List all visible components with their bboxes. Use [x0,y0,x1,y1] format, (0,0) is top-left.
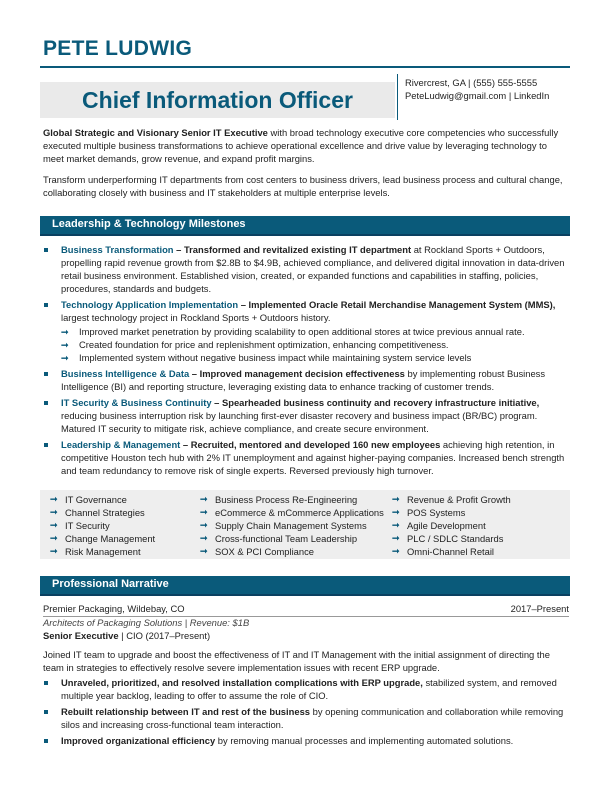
skill-item [195,545,384,558]
skill-item [45,506,155,519]
achievement-bold: Unraveled, prioritized, and resolved installation complications with ERP upgrade, [61,677,423,688]
skills-column-3 [387,493,511,558]
job-title-heading: Chief Information Officer [82,86,353,113]
role-title [43,630,210,643]
skill-text: Supply Chain Management Systems [215,520,367,531]
skill-item [387,493,511,506]
role-title-rest: | CIO (2017–Present) [118,630,211,641]
sub-list-item [61,339,571,352]
list-item [43,244,571,296]
sub-item-text: Improved market penetration by providing scalability to open additional stores at twice previous annual rate. [79,325,525,337]
skill-item [45,545,155,558]
list-item [43,397,571,436]
skills-column-1 [45,493,155,558]
milestone-text: largest technology project in Rockland Sports + Outdoors history. [61,311,331,323]
square-bullet-icon [44,739,48,743]
square-bullet-icon [44,710,48,714]
arrow-right-icon: ➞ [200,520,208,530]
arrow-right-icon: ➞ [50,546,58,556]
square-bullet-icon [44,681,48,685]
sub-list-item [61,352,571,365]
skill-text: Revenue & Profit Growth [407,494,511,505]
arrow-right-icon: ➞ [392,494,400,504]
summary-paragraph-2: Transform underperforming IT departments from cost centers to business drivers, lead business process and cultural change, collaborating closely with business and IT stakeholders at multiple enterprise levels. [43,174,563,198]
employer-description: Architects of Packaging Solutions | Revenue: $1B [43,617,250,628]
skill-text: Agile Development [407,520,486,531]
role-intro: Joined IT team to upgrade and boost the effectiveness of IT and IT Management with the initial assignment of directing the team in strategies to effectively resolve severe implementation issues with recent ERP upgrade. [43,649,550,673]
skills-column-2 [195,493,384,558]
achievement-bold: Improved organizational efficiency [61,734,216,746]
milestone-lead: Leadership & Management [61,438,181,450]
skill-item [195,519,384,532]
skill-item [195,493,384,506]
sub-item-text: Implemented system without negative business impact while maintaining system service levels [79,351,472,363]
contact-block [405,76,549,103]
achievement-bold: Rebuilt relationship between IT and rest of the business [61,705,310,717]
skill-item [387,506,511,519]
header-divider [397,74,398,120]
summary-bold-lead: Global Strategic and Visionary Senior IT Executive [43,127,268,138]
summary-paragraph-1 [43,127,569,166]
arrow-right-icon: ➞ [50,494,58,504]
employer-name: Premier Packaging, Wildebay, CO [43,603,185,614]
milestone-lead: Technology Application Implementation [61,298,239,310]
sub-list-item [61,326,571,339]
arrow-right-icon: ➞ [61,326,69,337]
arrow-right-icon: ➞ [61,339,69,350]
achievement-text: by removing manual processes and implementing automated solutions. [215,734,514,746]
arrow-right-icon: ➞ [200,533,208,543]
milestone-bold: – Implemented Oracle Retail Merchandise Management System (MMS), [238,298,556,310]
arrow-right-icon: ➞ [392,546,400,556]
arrow-right-icon: ➞ [61,352,69,363]
skill-item [387,545,511,558]
list-item [43,299,571,365]
section-heading-milestones: Leadership & Technology Milestones [40,216,570,236]
milestone-bold: – Spearheaded business continuity and recovery infrastructure initiative, [211,396,540,408]
list-item [43,677,571,703]
achievement-text: by opening communication and collaboration while removing silos and increasing cross-functional team interaction. [61,705,564,730]
list-item [43,706,571,732]
achievements-list [43,677,571,751]
skill-item [195,532,384,545]
skill-text: Change Management [65,533,156,544]
square-bullet-icon [44,303,48,307]
arrow-right-icon: ➞ [50,533,58,543]
skill-text: PLC / SDLC Standards [407,533,504,544]
milestone-text: by implementing robust Business Intelligence (BI) and reporting structure, leveraging existing data to enhance tracking of customer trends. [61,367,546,392]
skill-text: Risk Management [65,546,141,557]
milestone-lead: IT Security & Business Continuity [61,396,212,408]
arrow-right-icon: ➞ [200,546,208,556]
list-item [43,735,571,748]
milestone-text: achieving high retention, in competitive Houston tech hub with 2% IT unemployment and against higher-paying companies. Increased bench strength and team redundancy to remove risk of single experts. Reversed previously high turnover. [61,438,565,476]
square-bullet-icon [44,248,48,252]
square-bullet-icon [44,401,48,405]
skill-item [45,532,155,545]
skill-text: SOX & PCI Compliance [215,546,314,557]
sub-item-text: Created foundation for price and replenishment optimization, enhancing competitiveness. [79,338,449,350]
milestones-list [43,244,571,480]
arrow-right-icon: ➞ [392,507,400,517]
header-rule [40,66,570,68]
skill-text: POS Systems [407,507,466,518]
achievement-text: stabilized system, and removed multiple year backlog, leading to offer to assume the role of CIO. [61,677,557,701]
square-bullet-icon [44,443,48,447]
milestone-bold: – Improved management decision effectiveness [189,367,405,379]
milestone-sublist [61,326,571,365]
milestone-lead: Business Intelligence & Data [61,367,190,379]
arrow-right-icon: ➞ [50,507,58,517]
skill-item [45,519,155,532]
arrow-right-icon: ➞ [200,507,208,517]
arrow-right-icon: ➞ [200,494,208,504]
contact-email-linkedin: PeteLudwig@gmail.com | LinkedIn [405,90,550,102]
skill-text: IT Governance [65,494,127,505]
skill-item [195,506,384,519]
summary-text: with broad technology executive core competencies who successfully executed multiple business transformations to achieve operational excellence and drive value by leveraging technology to meet market demands, grow revenue, and expand profit margins. [43,127,559,164]
milestone-text: reducing business interruption risk by launching first-ever disaster recovery and business impact (BR/BC) program. Matured IT security to mitigate risk, achieve compliance, and create secure environment. [61,409,538,434]
role-title-bold: Senior Executive [43,630,119,641]
candidate-name: PETE LUDWIG [43,37,193,60]
skill-text: Channel Strategies [65,507,145,518]
skill-item [45,493,155,506]
milestone-bold: – Recruited, mentored and developed 160 new employees [180,438,441,450]
skill-text: Omni-Channel Retail [407,546,495,557]
skill-item [387,532,511,545]
skill-text: IT Security [65,520,110,531]
contact-location-phone: Rivercrest, GA | (555) 555-5555 [405,77,538,88]
milestone-lead: Business Transformation [61,244,174,255]
title-box [40,82,395,118]
square-bullet-icon [44,372,48,376]
milestone-bold: – Transformed and revitalized existing IT department [173,244,412,255]
section-heading-narrative: Professional Narrative [40,576,570,596]
skill-text: Business Process Re-Engineering [215,494,358,505]
arrow-right-icon: ➞ [50,520,58,530]
list-item [43,439,571,478]
skill-item [387,519,511,532]
skills-box [40,490,570,559]
skill-text: eCommerce & mCommerce Applications [215,507,384,518]
list-item [43,368,571,394]
milestone-text: at Rockland Sports + Outdoors, propelling rapid revenue growth from $2.8B to $4.9B, achieved compliance, and delivered digital innovation in data-driven retail business environment. Established vision, created, or expanded functions and capabilities in staffing, policies, procedures, standards and budgets. [61,244,565,294]
arrow-right-icon: ➞ [392,520,400,530]
arrow-right-icon: ➞ [392,533,400,543]
skill-text: Cross-functional Team Leadership [215,533,358,544]
employment-dates: 2017–Present [510,603,569,614]
